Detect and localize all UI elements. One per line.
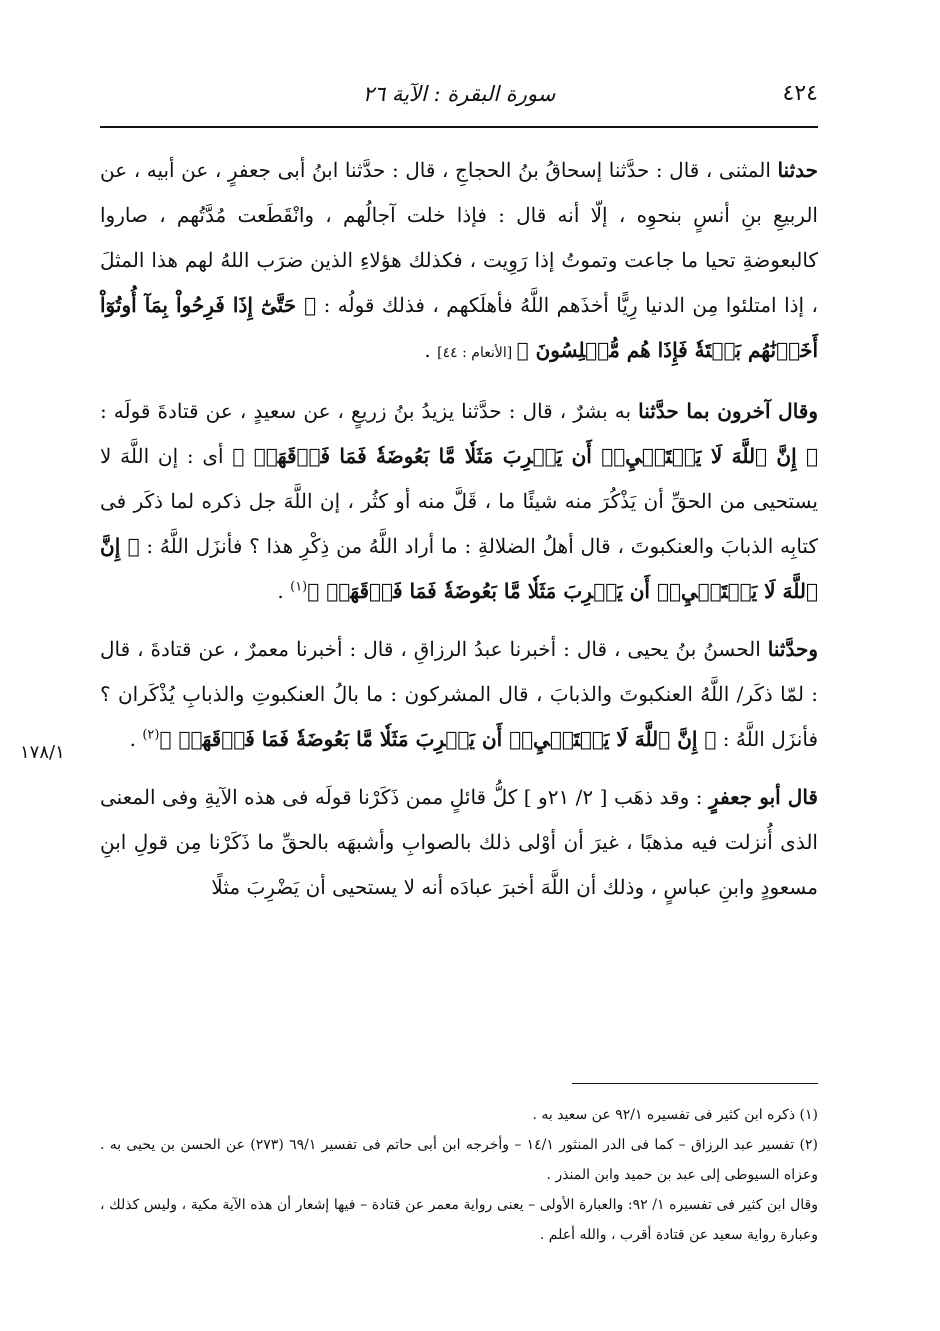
footnote-2-continued: وقال ابن كثير فى تفسيره ١/ ٩٢: والعبارة الأولى – يعنى رواية معمر عن قتادة – فيها إشعار أن هذه الآية مكية ، وليس كذلك ، وعبارة رواية سعيد عن قتادة أقرب ، والله أعلم . bbox=[100, 1197, 818, 1243]
footnote-1: (١) ذكره ابن كثير فى تفسيره ٩٢/١ عن سعيد به . bbox=[532, 1107, 818, 1123]
quran-verse: ﴿ حَتَّىٰٓ إِذَا فَرِحُواْ بِمَآ أُوتُوٓاْ أَخَذۡنَٰهُم بَغۡتَةٗ فَإِذَا هُم مُّبۡلِسُونَ ﴾ bbox=[100, 293, 818, 362]
footnote-rule bbox=[572, 1083, 818, 1084]
paragraph-lead: وحدَّثنا bbox=[767, 637, 818, 661]
paragraph-text: . bbox=[424, 338, 438, 362]
paragraph-text: الحسنُ بنُ يحيى ، قال : أخبرنا عبدُ الرزاقِ ، قال : أخبرنا معمرٌ ، عن قتادةَ ، قال : لمّا ذكَر/ اللَّهُ العنكبوتَ والذبابَ ، قال المشركون : ما بالُ العنكبوتِ والذبابِ يُذْكَران ؟ فأنزَل اللَّهُ : bbox=[100, 637, 818, 751]
page-number: ٤٢٤ bbox=[782, 81, 818, 106]
header-rule bbox=[100, 126, 818, 128]
quran-verse: ﴿ إِنَّ ٱللَّهَ لَا يَسۡتَحۡيِۦٓ أَن يَضۡرِبَ مَثَلٗا مَّا بَعُوضَةٗ فَمَا فَوۡقَهَاۚ ﴾ bbox=[232, 444, 818, 468]
quran-verse: ﴿ إِنَّ ٱللَّهَ لَا يَسۡتَحۡيِۦٓ أَن يَضۡرِبَ مَثَلٗا مَّا بَعُوضَةٗ فَمَا فَوۡقَهَاۚ ﴾ bbox=[159, 727, 717, 751]
paragraph-text: . bbox=[277, 579, 291, 603]
margin-note: ١٧٨/١ bbox=[20, 742, 65, 763]
paragraph-text: أى : إن اللَّهَ لا يستحيى من الحقِّ أن يَذْكُرَ منه شيئًا ما ، قَلَّ منه أو كثُر ، إن اللَّهَ جل ذكره لما ذكَر فى كتابِه الذبابَ والعنكبوتَ ، قال أهلُ الضلالةِ : ما أراد اللَّهُ من ذِكْرِ هذا ؟ فأنزَل اللَّهُ : bbox=[100, 444, 818, 558]
paragraph-text: : وقد ذهَب [ ٢/ ٢١و ] كلُّ قائلٍ ممن ذَكَرْنا قولَه فى هذه الآيةِ وفى المعنى الذى أُنزلت فيه مذهبًا ، غيرَ أن أوْلى ذلك بالصوابِ وأشبهَه بالحقِّ ما ذَكَرْنا مِن قولِ ابنِ مسعودٍ وابنِ عباسٍ ، وذلك أن اللَّهَ أخبرَ عبادَه أنه لا يستحيى أن يَضْرِبَ مثلًا bbox=[100, 785, 818, 899]
footnote-2: (٢) تفسير عبد الرزاق – كما فى الدر المنثور ١٤/١ – وأخرجه ابن أبى حاتم فى تفسير ٦٩/١ (٢٧٣) عن الحسن بن يحيى به . وعزاه السيوطى إلى عبد بن حميد وابن المنذر . bbox=[100, 1137, 818, 1183]
running-title: سورة البقرة : الآية ٢٦ bbox=[362, 82, 556, 106]
paragraph-1 bbox=[100, 148, 818, 376]
paragraph-lead: قال أبو جعفرٍ bbox=[708, 785, 818, 809]
quran-verse: ﴿ إِنَّ ٱللَّهَ لَا يَسۡتَحۡيِۦٓ أَن يَضۡرِبَ مَثَلٗا مَّا بَعُوضَةٗ فَمَا فَوۡقَهَاۚ ﴾ bbox=[100, 534, 818, 603]
paragraph-3 bbox=[100, 627, 818, 762]
footnote-marker: (١) bbox=[290, 579, 308, 595]
footnotes bbox=[100, 1100, 818, 1250]
paragraph-text: المثنى ، قال : حدَّثنا إسحاقُ بنُ الحجاجِ ، قال : حدَّثنا ابنُ أبى جعفرٍ ، عن أبيه ، عن الربيعِ بنِ أنسٍ بنحوِه ، إلّا أنه قال : فإذا خلت آجالُهم ، وانْقَطَعت مُدَّتُهم ، صاروا كالبعوضةِ تحيا ما جاعت وتموتُ إذا رَوِيت ، فكذلك هؤلاءِ الذين ضرَب اللهُ لهم هذا المثلَ ، إذا امتلئوا مِن الدنيا رِيًّا أخذَهم اللَّهُ فأهلَكهم ، فذلك قولُه : bbox=[100, 158, 818, 317]
footnote-marker: (٢) bbox=[142, 727, 160, 743]
main-text bbox=[100, 148, 818, 923]
paragraph-text: به بشرٌ ، قال : حدَّثنا يزيدُ بنُ زريعٍ ، عن سعيدٍ ، عن قتادةَ قولَه : bbox=[100, 399, 639, 423]
paragraph-lead: وقال آخرون بما حدَّثنا bbox=[638, 399, 819, 423]
verse-reference: [الأنعام : ٤٤] bbox=[437, 345, 517, 361]
paragraph-text: . bbox=[129, 727, 143, 751]
paragraph-lead: حدثنا bbox=[777, 158, 818, 182]
page-header bbox=[100, 74, 818, 114]
paragraph-4 bbox=[100, 775, 818, 910]
paragraph-2 bbox=[100, 389, 818, 614]
